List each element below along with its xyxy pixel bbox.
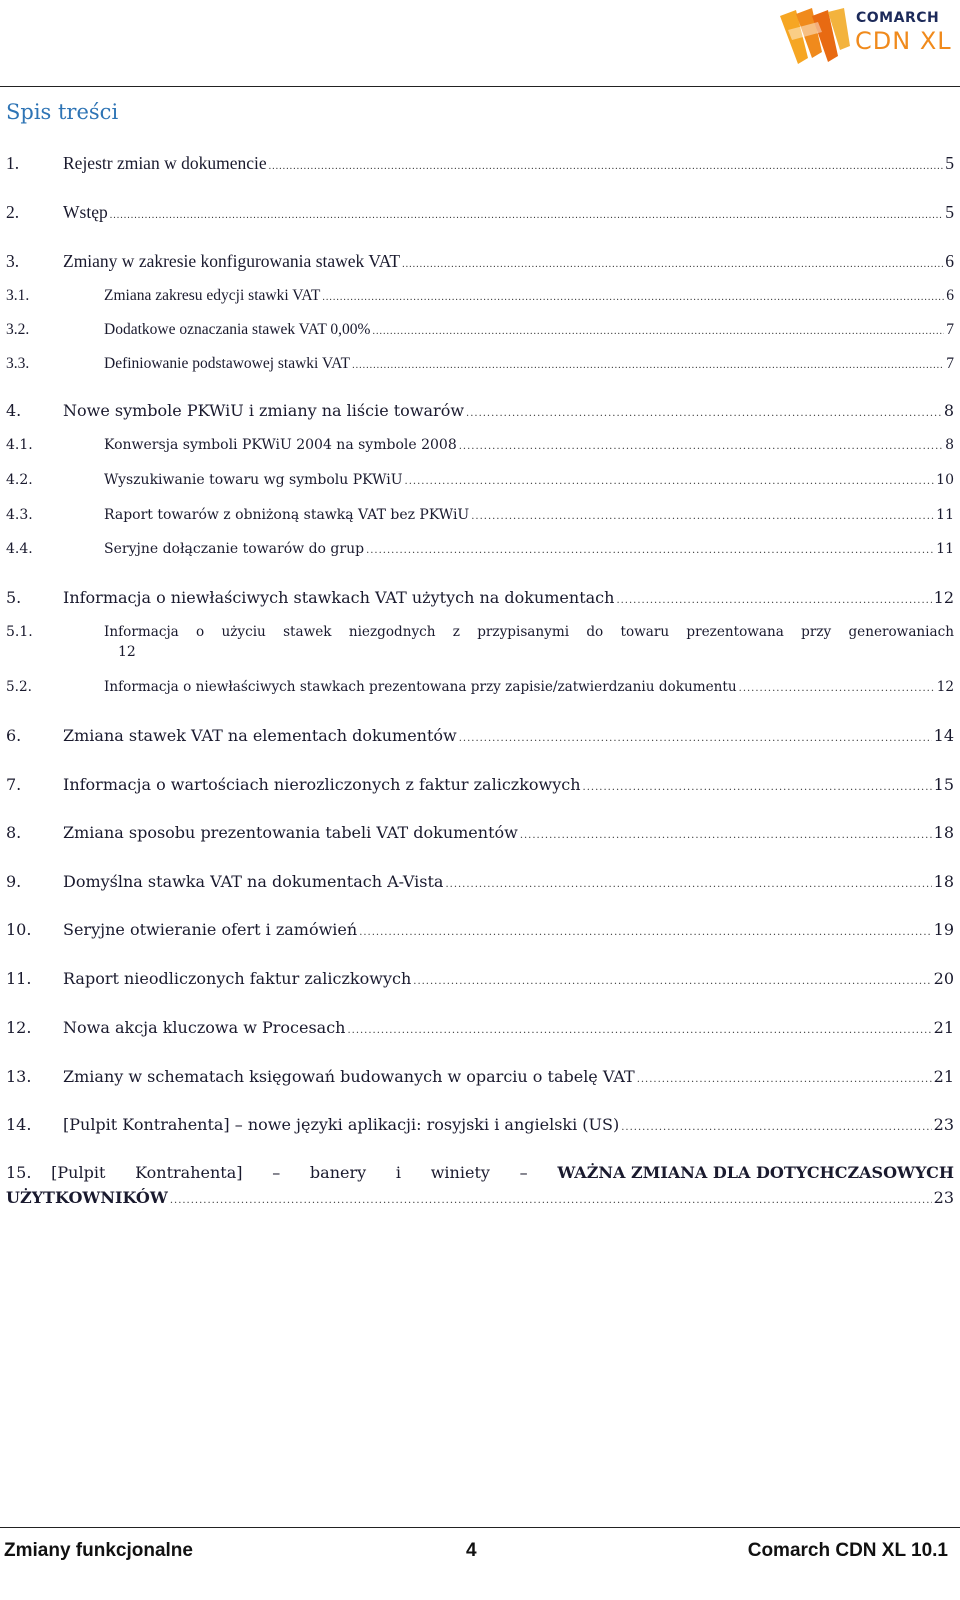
toc-entry-7[interactable] <box>6 775 954 794</box>
toc-entry-title[interactable]: Informacja o niewłaściwych stawkach VAT użytych na dokumentach <box>63 588 615 607</box>
toc-leader-dots <box>583 782 932 793</box>
toc-entry-15-line-2 <box>6 1188 954 1207</box>
toc-entry-title[interactable]: Zmiana stawek VAT na elementach dokumentów <box>63 726 457 745</box>
toc-entry-title[interactable]: Wyszukiwanie towaru wg symbolu PKWiU <box>104 472 403 488</box>
toc-entry-title[interactable]: Zmiana zakresu edycji stawki VAT <box>104 287 321 304</box>
comarch-cdn-xl-logo <box>778 4 958 70</box>
toc-entry-5[interactable] <box>6 588 954 607</box>
toc-entry-title[interactable]: Raport towarów z obniżoną stawką VAT bez PKWiU <box>104 507 470 523</box>
toc-leader-dots <box>471 511 934 522</box>
toc-entry-number: 14. <box>6 1115 32 1134</box>
toc-entry-number: 11. <box>6 969 32 988</box>
logo-text-comarch: COMARCH <box>856 10 940 26</box>
toc-leader-dots <box>637 1074 932 1085</box>
toc-entry-word[interactable]: – <box>272 1163 281 1182</box>
toc-entry-2[interactable] <box>6 202 954 223</box>
toc-leader-dots <box>347 1025 931 1036</box>
toc-entry-9[interactable] <box>6 872 954 891</box>
toc-entry-word[interactable]: i <box>395 1163 402 1182</box>
toc-entry-page[interactable]: 7 <box>946 321 954 338</box>
toc-entry-title[interactable]: Raport nieodliczonych faktur zaliczkowych <box>63 969 412 988</box>
toc-entry-title[interactable]: Zmiana sposobu prezentowania tabeli VAT dokumentów <box>63 823 518 842</box>
footer-divider <box>0 1527 960 1528</box>
toc-entry-number: 15. <box>6 1163 32 1182</box>
toc-entry-title[interactable]: Informacja o niewłaściwych stawkach prezentowana przy zapisie/zatwierdzaniu dokumentu <box>104 679 737 695</box>
toc-leader-dots <box>170 1195 932 1206</box>
toc-leader-dots <box>405 476 935 487</box>
toc-entry-title[interactable]: [Pulpit Kontrahenta] – nowe języki aplikacji: rosyjski i angielski (US) <box>63 1115 620 1134</box>
toc-entry-page[interactable]: 23 <box>933 1188 954 1207</box>
toc-entry-14[interactable] <box>6 1115 954 1134</box>
toc-entry-number: 12. <box>6 1018 32 1037</box>
toc-entry-title[interactable]: Informacja o wartościach nierozliczonych z faktur zaliczkowych <box>63 775 581 794</box>
toc-entry-page[interactable]: 6 <box>945 251 954 271</box>
toc-entry-5-1[interactable] <box>6 624 954 660</box>
toc-entry-number: 4.1. <box>6 437 33 453</box>
toc-leader-dots <box>352 360 944 371</box>
toc-entry-title[interactable]: Seryjne dołączanie towarów do grup <box>104 541 365 557</box>
toc-entry-11[interactable] <box>6 969 954 988</box>
toc-entry-number: 13. <box>6 1067 32 1086</box>
toc-entry-number: 8. <box>6 823 22 842</box>
toc-entry-number: 4.2. <box>6 472 33 488</box>
toc-entry-number: 2. <box>6 202 20 222</box>
toc-entry-page[interactable]: 15 <box>933 775 954 794</box>
logo-text-cdn-xl: CDN XL <box>855 27 952 55</box>
toc-entry-number: 7. <box>6 775 22 794</box>
page-header <box>0 0 960 88</box>
toc-entry-number: 1. <box>6 153 20 173</box>
toc-entry-page[interactable]: 10 <box>936 472 954 488</box>
toc-leader-dots <box>621 1122 931 1133</box>
toc-leader-dots <box>359 927 931 938</box>
toc-entry-12[interactable] <box>6 1018 954 1037</box>
toc-entry-page[interactable]: 21 <box>933 1067 954 1086</box>
toc-leader-dots <box>616 595 931 606</box>
toc-entry-page[interactable]: 11 <box>936 541 954 557</box>
toc-entry-number: 4.3. <box>6 507 33 523</box>
toc-entry-title[interactable]: Zmiany w schematach księgowań budowanych w oparciu o tabelę VAT <box>63 1067 635 1086</box>
toc-entry-15[interactable] <box>6 1163 954 1207</box>
toc-entry-word[interactable]: winiety <box>430 1163 490 1182</box>
toc-leader-dots <box>459 441 943 452</box>
toc-entry-title[interactable]: Definiowanie podstawowej stawki VAT <box>104 355 351 372</box>
footer-document-title: Zmiany funkcjonalne <box>4 1540 193 1561</box>
toc-entry-page[interactable]: 12 <box>936 679 954 695</box>
toc-leader-dots <box>269 161 944 172</box>
toc-leader-dots <box>110 210 944 221</box>
toc-entry-page[interactable]: 12 <box>118 644 136 660</box>
toc-leader-dots <box>459 733 932 744</box>
toc-entry-3-1[interactable] <box>6 287 954 305</box>
toc-entry-number: 5.2. <box>6 679 32 695</box>
toc-entry-number: 3.2. <box>6 321 30 338</box>
toc-entry-word[interactable]: Kontrahenta] <box>135 1163 243 1182</box>
toc-entry-4-1[interactable] <box>6 437 954 453</box>
toc-leader-dots <box>466 408 942 419</box>
toc-entry-number: 3. <box>6 251 20 271</box>
page-footer <box>0 1540 960 1568</box>
toc-entry-4-4[interactable] <box>6 541 954 557</box>
toc-entry-number: 4.4. <box>6 541 33 557</box>
toc-entry-page[interactable]: 8 <box>943 401 954 420</box>
toc-entry-number: 5. <box>6 588 22 607</box>
toc-entry-4-2[interactable] <box>6 472 954 488</box>
toc-entry-page[interactable]: 18 <box>933 872 954 891</box>
toc-entry-3-3[interactable] <box>6 355 954 373</box>
toc-entry-title[interactable]: Domyślna stawka VAT na dokumentach A-Vista <box>63 872 444 891</box>
toc-entry-title[interactable]: Zmiany w zakresie konfigurowania stawek VAT <box>63 251 401 271</box>
toc-entry-number: 9. <box>6 872 22 891</box>
toc-leader-dots <box>445 879 931 890</box>
toc-entry-title[interactable]: Seryjne otwieranie ofert i zamówień <box>63 920 358 939</box>
toc-entry-page[interactable]: 5 <box>945 153 954 173</box>
toc-entry-4[interactable] <box>6 401 954 420</box>
toc-entry-title[interactable]: Wstęp <box>63 202 108 222</box>
toc-entry-page[interactable]: 18 <box>933 823 954 842</box>
footer-product-name: Comarch CDN XL 10.1 <box>747 1540 948 1561</box>
toc-entry-15-line-1 <box>6 1163 954 1182</box>
toc-entry-word[interactable]: banery <box>309 1163 367 1182</box>
toc-entry-page[interactable]: 12 <box>933 588 954 607</box>
toc-leader-dots <box>322 292 944 303</box>
toc-entry-bold-text[interactable]: WAŻNA ZMIANA DLA DOTYCHCZASOWYCH <box>557 1163 954 1182</box>
toc-entry-page[interactable]: 19 <box>933 920 954 939</box>
toc-entry-page[interactable]: 23 <box>933 1115 954 1134</box>
toc-entry-10[interactable] <box>6 920 954 939</box>
toc-entry-6[interactable] <box>6 726 954 745</box>
toc-entry-word[interactable]: – <box>519 1163 528 1182</box>
header-divider <box>0 86 960 87</box>
toc-entry-title[interactable]: Nowe symbole PKWiU i zmiany na liście towarów <box>63 401 465 420</box>
toc-entry-page[interactable]: 14 <box>933 726 954 745</box>
toc-entry-word[interactable]: [Pulpit <box>51 1163 106 1182</box>
toc-entry-page[interactable]: 21 <box>933 1018 954 1037</box>
toc-title: Spis treści <box>6 100 119 124</box>
comarch-logo-icon <box>778 8 850 68</box>
toc-entry-number: 3.1. <box>6 287 30 304</box>
toc-entry-page[interactable]: 6 <box>946 287 954 304</box>
toc-entry-title[interactable]: Dodatkowe oznaczania stawek VAT 0,00% <box>104 321 371 338</box>
toc-leader-dots <box>402 259 943 270</box>
toc-leader-dots <box>366 545 934 556</box>
toc-entry-3-2[interactable] <box>6 321 954 339</box>
toc-entry-number: 10. <box>6 920 32 939</box>
toc-entry-4-3[interactable] <box>6 507 954 523</box>
toc-entry-page[interactable]: 5 <box>945 202 954 222</box>
toc-entry-title[interactable]: Informacja o użyciu stawek niezgodnych z przypisanymi do towaru prezentowana przy generowaniach <box>104 624 954 640</box>
footer-page-number: 4 <box>466 1540 477 1561</box>
toc-entry-number: 3.3. <box>6 355 30 372</box>
toc-entry-page[interactable]: 11 <box>936 507 954 523</box>
toc-entry-title[interactable]: Konwersja symboli PKWiU 2004 na symbole 2008 <box>104 437 457 453</box>
toc-entry-bold-text-2[interactable]: UŻYTKOWNIKÓW <box>6 1188 168 1207</box>
toc-entry-title[interactable]: Rejestr zmian w dokumencie <box>63 153 267 173</box>
toc-entry-number: 5.1. <box>6 624 33 640</box>
toc-entry-number: 6. <box>6 726 22 745</box>
toc-entry-title[interactable]: Nowa akcja kluczowa w Procesach <box>63 1018 346 1037</box>
toc-entry-page[interactable]: 7 <box>946 355 954 372</box>
toc-entry-page[interactable]: 20 <box>933 969 954 988</box>
toc-entry-number: 4. <box>6 401 22 420</box>
toc-leader-dots <box>520 830 932 841</box>
toc-entry-3[interactable] <box>6 251 954 272</box>
toc-entry-5-2[interactable] <box>6 679 954 695</box>
toc-entry-8[interactable] <box>6 823 954 842</box>
toc-leader-dots <box>413 976 931 987</box>
toc-entry-page[interactable]: 8 <box>945 437 954 453</box>
toc-entry-13[interactable] <box>6 1067 954 1086</box>
toc-leader-dots <box>372 326 944 337</box>
toc-entry-1[interactable] <box>6 153 954 174</box>
toc-leader-dots <box>739 683 935 694</box>
